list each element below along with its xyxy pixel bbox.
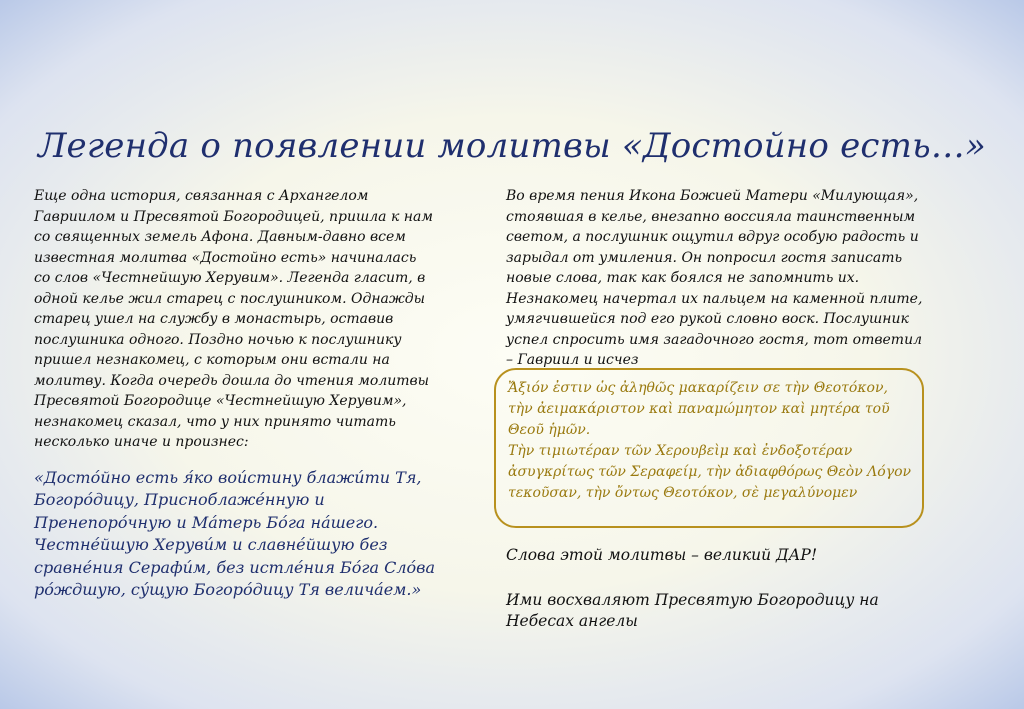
greek-prayer-box (494, 368, 924, 528)
greek-prayer-line1: Ἄξιόν ἐστιν ὡς ἀληθῶς μακαρίζειν σε τὴν Θεοτόκον, τὴν ἀειμακάριστον καὶ παναμώμητον καὶ μητέρα τοῦ Θεοῦ ἡμῶν. (508, 380, 890, 438)
gift-statement: Слова этой молитвы – великий ДАР! (506, 546, 818, 564)
icon-miracle-text: Во время пения Икона Божией Матери «Милующая», стоявшая в келье, внезапно воссияла таинственным светом, а послушник ощутил вдруг особую радость и зарыдал от умиления. Он попросил гостя записать новые слова, так как боялся не запомнить их. Незнакомец начертал их пальцем на каменной плите, умягчившейся под его рукой словно воск. Послушник успел спросить имя загадочного гостя, тот ответил – Гавриил и исчез (506, 188, 923, 368)
legend-text: Еще одна история, связанная с Архангелом Гавриилом и Пресвятой Богородицей, пришла к нам со священных земель Афона. Давным-давно всем известная молитва «Достойно есть» начиналась со слов «Честнейшую Херувим». Легенда гласит, в одной келье жил старец с послушником. Однажды старец ушел на службу в монастырь, оставив послушника одного. Поздно ночью к послушнику пришел незнакомец, с которым они встали на молитву. Когда очередь дошла до чтения молитвы Пресвятой Богородице «Честнейшую Херувим», незнакомец сказал, что у них принято читать несколько иначе и произнес: (34, 188, 433, 450)
prayer-text: «Досто́йно есть я́ко вои́стину блажи́ти Тя, Богоро́дицу, Присноблаже́нную и Пренепоро́чную и Ма́терь Бо́га на́шего. Честне́йшую Херуви́м и славне́йшую без сравне́ния Серафи́м, без истле́ния Бо́га Сло́ва ро́ждшую, су́щую Богоро́дицу Тя велича́ем.» (34, 467, 436, 599)
slide-title: Легенда о появлении молитвы «Достойно есть…» (37, 126, 987, 166)
right-column (506, 186, 926, 371)
angels-statement: Ими восхваляют Пресвятую Богородицу на Небесах ангелы (506, 591, 879, 630)
greek-prayer-line2: Τὴν τιμιωτέραν τῶν Χερουβεὶμ καὶ ἐνδοξοτέραν ἀσυγκρίτως τῶν Σεραφείμ, τὴν ἀδιαφθόρως Θεὸν Λόγον τεκοῦσαν, τὴν ὄντως Θεοτόκον, σὲ μεγαλύνομεν (508, 443, 912, 501)
left-column (34, 186, 436, 602)
